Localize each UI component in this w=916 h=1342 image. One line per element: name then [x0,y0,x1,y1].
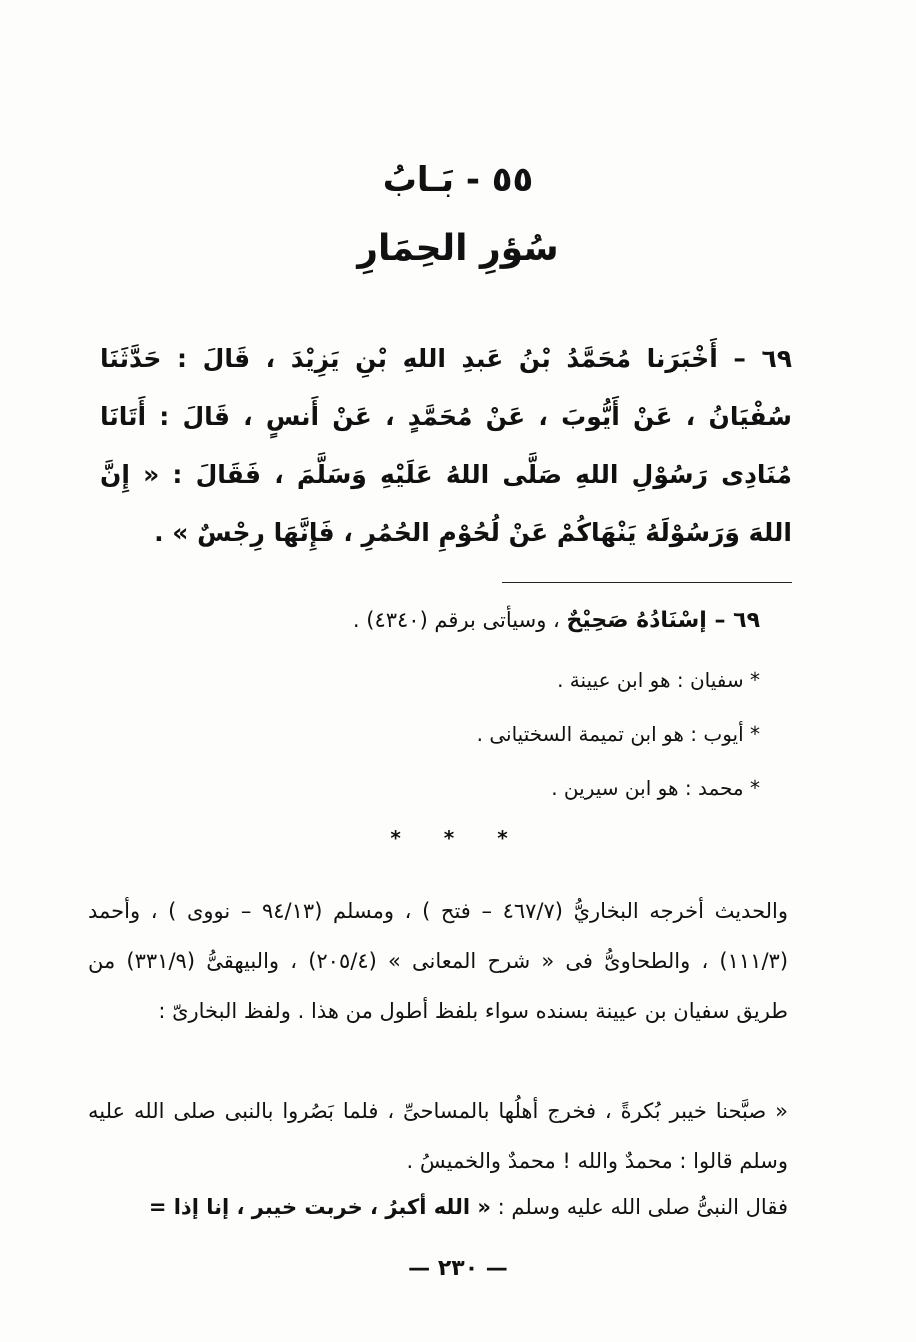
note-heading [270,600,760,641]
chapter-number: ٥٥ - بَـابُ [382,160,534,200]
note-item: * محمد : هو ابن سيرين . [551,776,760,800]
note-item: * أيوب : هو ابن تميمة السختيانى . [476,722,760,746]
quoted-paragraph: « صبَّحنا خيبر بُكرةً ، فخرج أهلُها بالمساحىِّ ، فلما بَصُروا بالنبى صلى الله عليه وسلم قالوا : محمدٌ والله ! محمدٌ والخميسُ . [88,1099,788,1173]
continuation-paragraph [88,1182,788,1232]
continuation-bold: « الله أكبرُ ، خربت خيبر ، إنا إذا = [148,1195,491,1219]
chapter-title: سُؤرِ الحِمَارِ [357,228,559,269]
page-number: — ٢٣٠ — [408,1256,508,1281]
takhrij-paragraph: والحديث أخرجه البخاريُّ (٤٦٧/٧ – فتح ) ، ومسلم (٩٤/١٣ – نووى ) ، وأحمد (١١١/٣) ، والطحاوىُّ فى « شرح المعانى » (٢٠٥/٤) ، والبيهقىُّ (٣٣١/٩) من طريق سفيان بن عيينة بسنده سواء بلفظ أطول من هذا . ولفظ البخارىّ : [88,899,789,1023]
hadith-text: ٦٩ – أَخْبَرَنا مُحَمَّدُ بْنُ عَبدِ اللهِ بْنِ يَزِيْدَ ، قَالَ : حَدَّثَنَا سُفْيَانُ ، عَنْ أَيُّوبَ ، عَنْ مُحَمَّدٍ ، عَنْ أَنسٍ ، قَالَ : أَتَانَا مُنَادِى رَسُوْلِ اللهِ صَلَّى اللهُ عَلَيْهِ وَسَلَّمَ ، فَقَالَ : « إِنَّ اللهَ وَرَسُوْلَهُ يَنْهَاكُمْ عَنْ لُحُوْمِ الحُمُرِ ، فَإِنَّهَا رِجْسٌ » . [100,344,792,547]
note-item: * سفيان : هو ابن عيينة . [557,668,760,692]
footnote-divider [502,582,792,583]
note-heading-bold: ٦٩ – إسْنَادُهُ صَحِيْحٌ [566,608,760,633]
section-separator: * * * [390,826,526,850]
continuation-start: فقال النبىُّ صلى الله عليه وسلم : [497,1195,788,1219]
note-heading-rest: ، وسيأتى برقم (٤٣٤٠) . [352,608,560,632]
